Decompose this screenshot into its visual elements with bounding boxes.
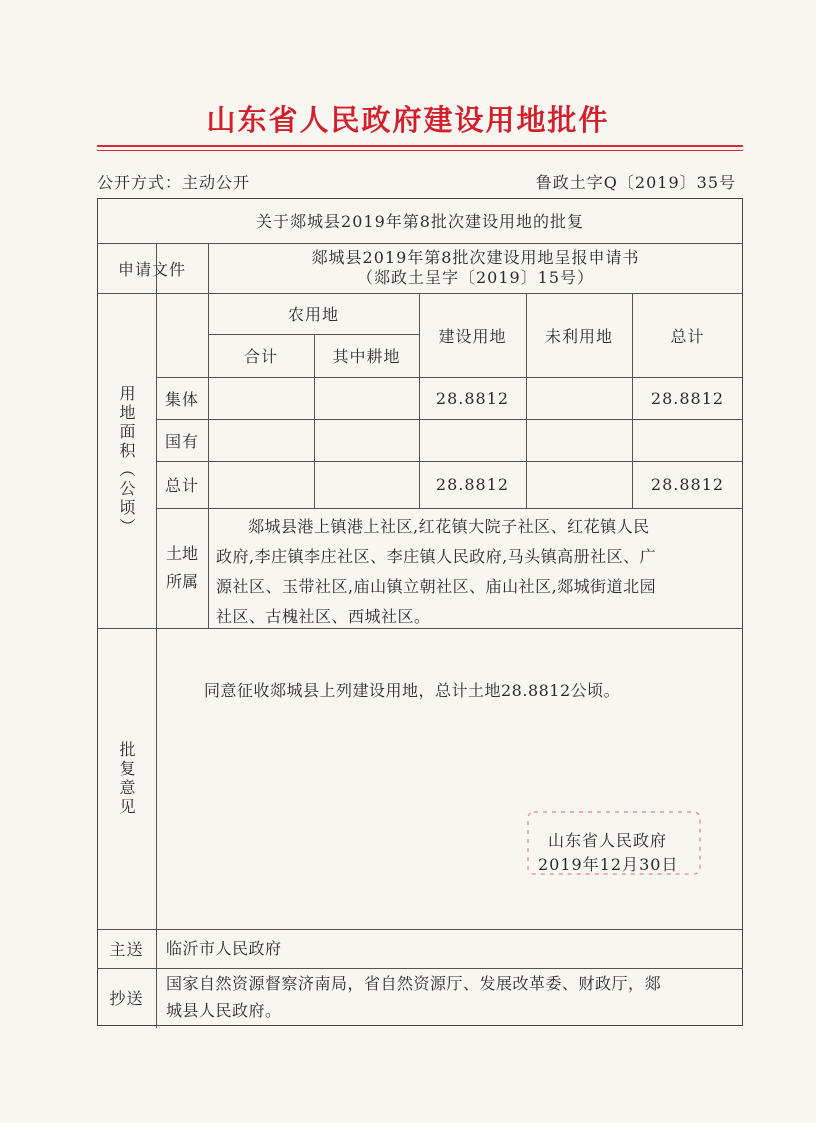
- subject: 关于郯城县2019年第8批次建设用地的批复: [256, 212, 584, 231]
- ownership-label: 土地所属: [165, 544, 198, 591]
- cc-label: 抄送: [109, 988, 144, 1008]
- cell-total-construction: 28.8812: [435, 475, 510, 494]
- approval-label-cell: [97, 628, 156, 929]
- cell-state-cultivated: [314, 419, 419, 461]
- cell-total-unused: [526, 461, 632, 508]
- cc-line: 城县人民政府。: [166, 1001, 282, 1020]
- title-rule-thin: [97, 150, 743, 151]
- header-subtotal: 合计: [243, 347, 278, 366]
- cell-collective-cultivated: [314, 377, 419, 419]
- land-area-label-cell: [97, 293, 156, 628]
- application-label: 申请文件: [117, 259, 186, 279]
- cell-total-subtotal: [208, 461, 314, 508]
- ownership-line: 政府,李庄镇李庄社区、李庄镇人民政府,马头镇高册社区、广: [216, 547, 657, 566]
- header-agricultural: 农用地: [287, 305, 339, 324]
- main-recipient: 临沂市人民政府: [166, 939, 282, 958]
- header-construction: 建设用地: [438, 326, 507, 346]
- cc-line: 国家自然资源督察济南局，省自然资源厅、发展改革委、财政厅，郯: [166, 974, 662, 993]
- cell-collective-subtotal: [208, 377, 314, 419]
- ownership-line: 社区、古槐社区、西城社区。: [216, 607, 431, 626]
- header-cultivated: 其中耕地: [332, 347, 401, 366]
- document-title: 山东省人民政府建设用地批件: [206, 103, 610, 137]
- application-line-2: （郯政土呈字〔2019〕15号）: [356, 268, 595, 287]
- row-label-total: 总计: [164, 476, 199, 495]
- ownership-line: 郯城县港上镇港上社区,红花镇大院子社区、红花镇人民: [248, 517, 650, 536]
- cc-recipients: [166, 970, 740, 1024]
- application-document: [208, 243, 743, 293]
- application-line-1: 郯城县2019年第8批次建设用地呈报申请书: [311, 248, 640, 267]
- main-recipient-label: 主送: [109, 940, 144, 959]
- approval-label: 批复意见: [117, 740, 136, 817]
- document-number: 鲁政土字Q〔2019〕35号: [535, 173, 736, 192]
- header-total: 总计: [670, 326, 705, 346]
- issuer-name: 山东省人民政府: [548, 831, 668, 850]
- ownership-label-cell: [156, 508, 208, 628]
- cell-collective-construction: 28.8812: [435, 388, 510, 408]
- row-divider: [97, 968, 743, 969]
- column-divider: [156, 243, 157, 1028]
- cell-state-construction: [419, 419, 526, 461]
- row-divider: [156, 508, 743, 509]
- ownership-text: [216, 512, 738, 632]
- cell-total-total: 28.8812: [650, 475, 725, 494]
- cell-collective-total: 28.8812: [650, 388, 725, 408]
- cell-state-unused: [526, 419, 632, 461]
- land-area-label: 用地面积（公顷）: [117, 384, 136, 537]
- row-divider: [97, 929, 743, 930]
- approval-text: 同意征收郯城县上列建设用地，总计土地28.8812公顷。: [204, 681, 621, 700]
- ownership-line: 源社区、玉带社区,庙山镇立朝社区、庙山社区,郯城街道北园: [216, 577, 657, 596]
- cell-state-total: [632, 419, 743, 461]
- row-label-collective: 集体: [164, 389, 199, 409]
- cell-total-cultivated: [314, 461, 419, 508]
- header-unused: 未利用地: [544, 326, 613, 346]
- row-label-state-owned: 国有: [164, 431, 199, 451]
- issue-date: 2019年12月30日: [538, 855, 679, 874]
- title-rule: [97, 145, 743, 147]
- cell-collective-unused: [526, 377, 632, 419]
- disclosure-method: 公开方式：主动公开: [97, 173, 251, 192]
- cell-state-subtotal: [208, 419, 314, 461]
